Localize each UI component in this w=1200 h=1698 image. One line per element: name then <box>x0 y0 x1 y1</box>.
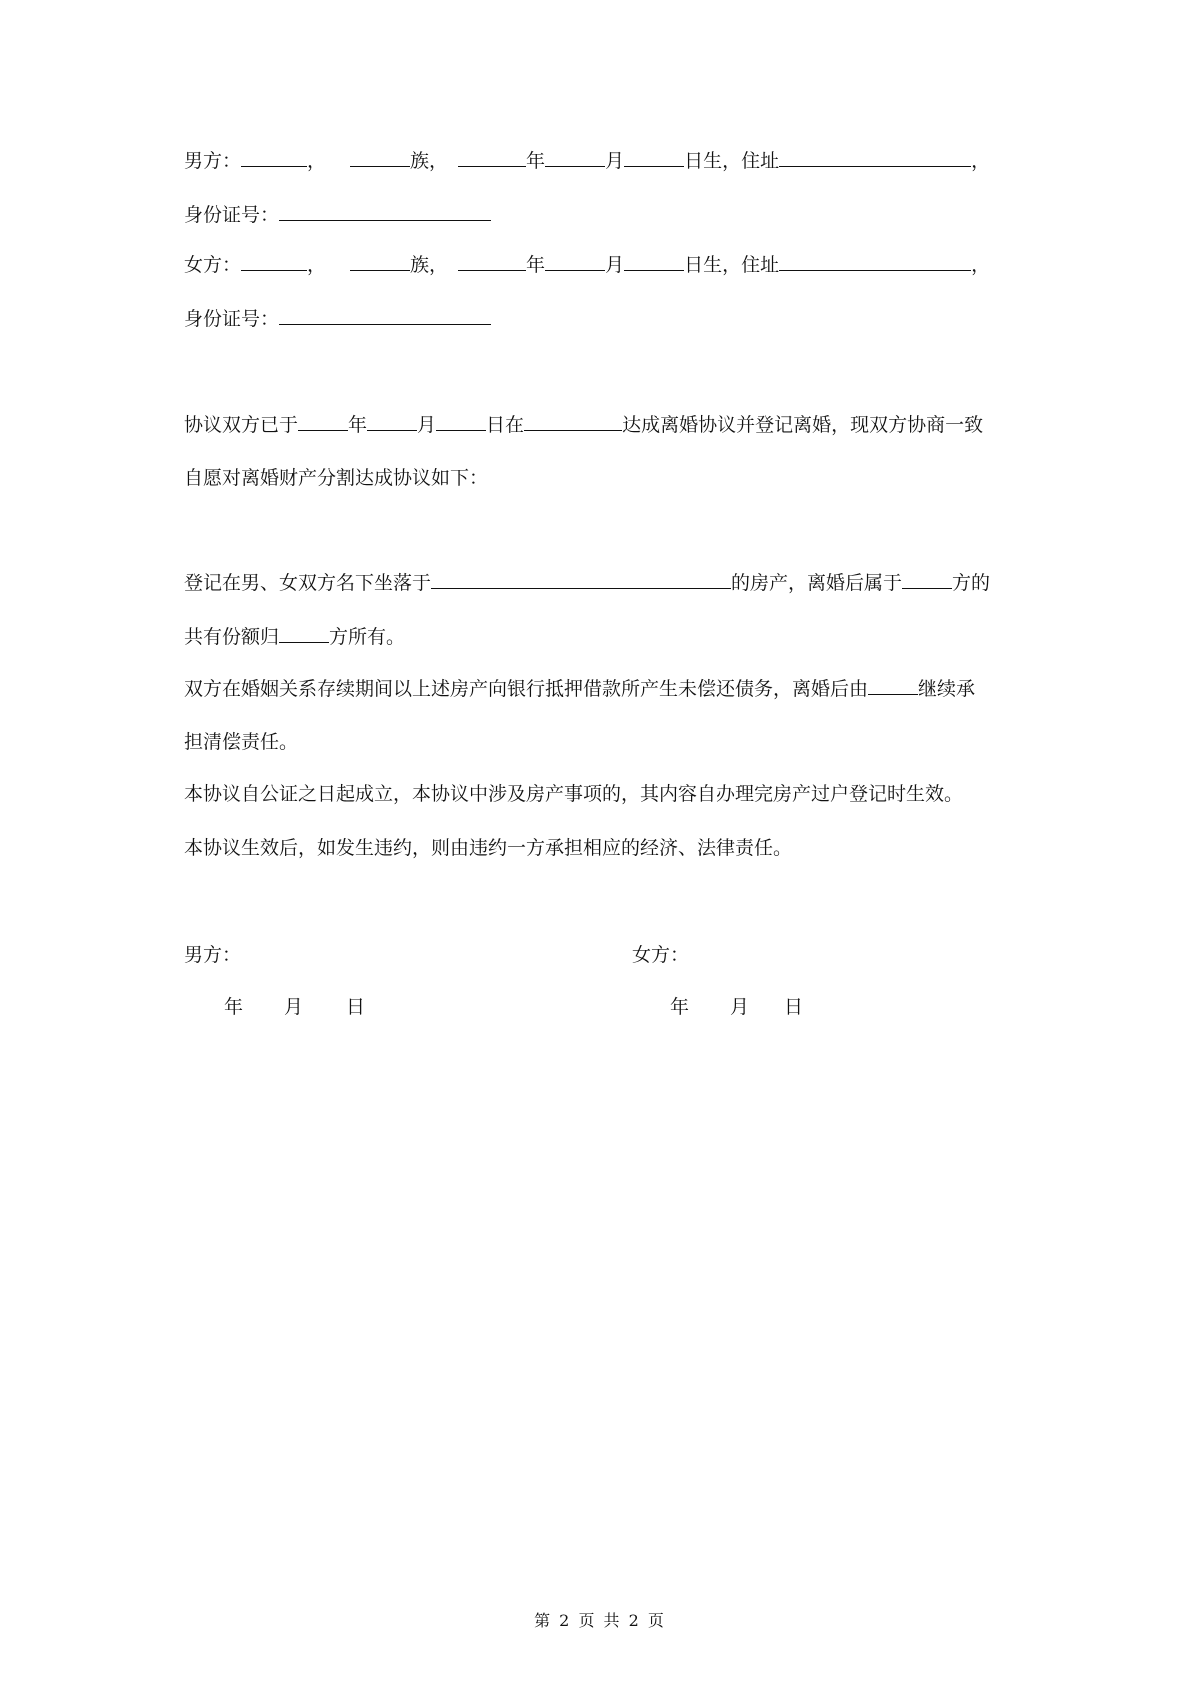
female-birth-day-blank <box>624 252 684 271</box>
month-label: 月 <box>605 150 625 172</box>
month-label: 月 <box>605 254 625 276</box>
agreement-month-blank <box>367 412 417 431</box>
clause-breach: 本协议生效后，如发生违约，则由违约一方承担相应的经济、法律责任。 <box>184 837 793 859</box>
male-id-blank <box>279 202 491 221</box>
property-text: 的房产，离婚后属于 <box>731 572 903 594</box>
property-text: 登记在男、女双方名下坐落于 <box>184 572 432 594</box>
male-id-line <box>184 202 491 227</box>
female-info-line <box>184 252 990 277</box>
intro-line-1 <box>184 412 983 437</box>
intro-text: 达成离婚协议并登记离婚，现双方协商一致 <box>622 414 984 436</box>
female-id-label: 身份证号： <box>184 308 280 330</box>
female-id-blank <box>279 306 491 325</box>
intro-line-2: 自愿对离婚财产分割达成协议如下： <box>184 467 489 489</box>
year-label: 年 <box>526 254 546 276</box>
share-owner-blank <box>279 624 329 643</box>
end-comma: ， <box>971 254 991 276</box>
property-line-1 <box>184 570 990 595</box>
ethnicity-suffix: 族， <box>410 150 449 172</box>
debt-text: 双方在婚姻关系存续期间以上述房产向银行抵押借款所产生未偿还债务，离婚后由 <box>184 678 869 700</box>
male-birth-day-blank <box>624 148 684 167</box>
female-name-blank <box>241 252 307 271</box>
agreement-day-blank <box>436 412 486 431</box>
female-signature-label: 女方： <box>632 944 690 966</box>
property-owner-blank <box>902 570 952 589</box>
ethnicity-suffix: 族， <box>410 254 449 276</box>
page-number-footer: 第 2 页 共 2 页 <box>534 1611 666 1630</box>
female-ethnicity-blank <box>350 252 410 271</box>
male-signature-label: 男方： <box>184 944 242 966</box>
female-id-line <box>184 306 491 331</box>
male-birth-year-blank <box>458 148 526 167</box>
debt-line-1 <box>184 676 975 701</box>
female-address-blank <box>779 252 971 271</box>
male-sign-day: 日 <box>346 996 366 1018</box>
debt-text: 继续承 <box>918 678 976 700</box>
spacer <box>340 149 350 167</box>
debt-line-2: 担清偿责任。 <box>184 731 299 753</box>
property-text: 方所有。 <box>329 626 406 648</box>
male-label: 男方： <box>184 150 242 172</box>
clause-effective: 本协议自公证之日起成立，本协议中涉及房产事项的，其内容自办理完房产过户登记时生效。 <box>184 783 964 805</box>
male-ethnicity-blank <box>350 148 410 167</box>
female-sign-year: 年 <box>670 996 690 1018</box>
comma: ， <box>307 150 327 172</box>
female-birth-year-blank <box>458 252 526 271</box>
agreement-place-blank <box>524 412 622 431</box>
property-text: 方的 <box>952 572 991 594</box>
male-sign-month: 月 <box>284 996 304 1018</box>
month-label: 月 <box>417 414 437 436</box>
spacer <box>340 253 350 271</box>
day-birth-label: 日生，住址 <box>684 150 780 172</box>
agreement-year-blank <box>298 412 348 431</box>
male-info-line <box>184 148 990 173</box>
day-at-label: 日在 <box>486 414 525 436</box>
intro-text: 协议双方已于 <box>184 414 299 436</box>
female-label: 女方： <box>184 254 242 276</box>
end-comma: ， <box>971 150 991 172</box>
male-birth-month-blank <box>545 148 605 167</box>
property-line-2 <box>184 624 405 649</box>
female-birth-month-blank <box>545 252 605 271</box>
male-sign-year: 年 <box>224 996 244 1018</box>
property-location-blank <box>431 570 731 589</box>
property-text: 共有份额归 <box>184 626 280 648</box>
debt-bearer-blank <box>868 676 918 695</box>
female-sign-month: 月 <box>730 996 750 1018</box>
female-sign-day: 日 <box>784 996 804 1018</box>
year-label: 年 <box>526 150 546 172</box>
day-birth-label: 日生，住址 <box>684 254 780 276</box>
male-address-blank <box>779 148 971 167</box>
male-id-label: 身份证号： <box>184 204 280 226</box>
year-label: 年 <box>348 414 368 436</box>
comma: ， <box>307 254 327 276</box>
male-name-blank <box>241 148 307 167</box>
